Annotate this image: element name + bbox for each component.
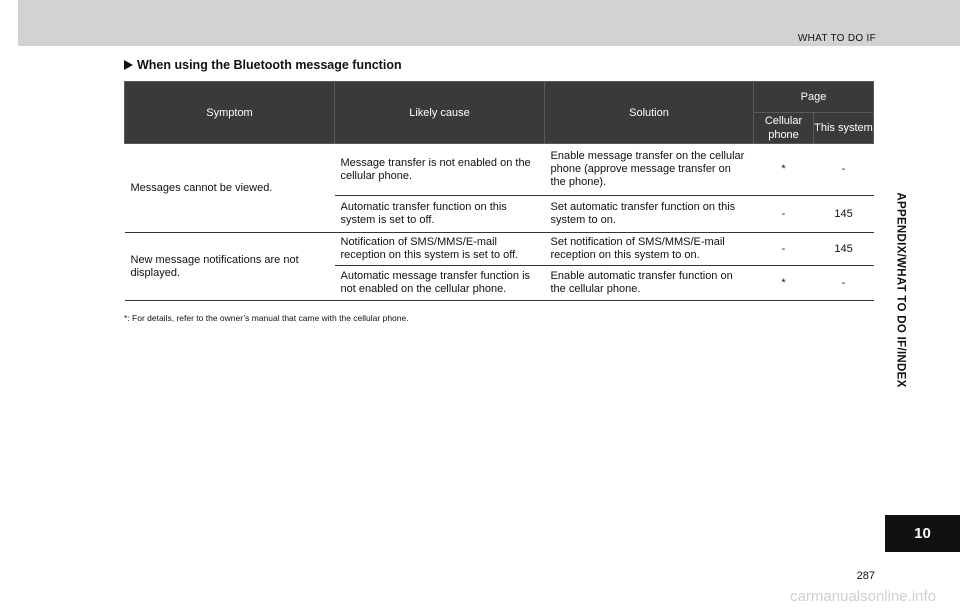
- solution-cell: Set notification of SMS/MMS/E-mail reception on this system to on.: [545, 233, 754, 266]
- side-tab-label: APPENDIX/WHAT TO DO IF/INDEX: [895, 192, 907, 388]
- cause-cell: Message transfer is not enabled on the cellular phone.: [335, 144, 545, 196]
- solution-cell: Enable automatic transfer function on the cellular phone.: [545, 266, 754, 301]
- troubleshooting-table: [124, 81, 874, 301]
- chapter-number-box: 10: [885, 515, 960, 552]
- header-page: Page: [754, 82, 874, 113]
- header-symptom: Symptom: [125, 82, 335, 144]
- cellular-page-cell: -: [754, 233, 814, 266]
- system-page-cell: 145: [814, 196, 874, 233]
- header-solution: Solution: [545, 82, 754, 144]
- cause-cell: Automatic transfer function on this system is set to off.: [335, 196, 545, 233]
- solution-cell: Set automatic transfer function on this system to on.: [545, 196, 754, 233]
- section-heading-text: When using the Bluetooth message function: [137, 58, 402, 72]
- header-likely-cause: Likely cause: [335, 82, 545, 144]
- table-row: [125, 144, 874, 196]
- cause-cell: Automatic message transfer function is not enabled on the cellular phone.: [335, 266, 545, 301]
- running-header: WHAT TO DO IF: [797, 33, 876, 44]
- symptom-cell: Messages cannot be viewed.: [125, 144, 335, 233]
- header-cellular-phone: Cellular phone: [754, 113, 814, 144]
- symptom-cell: New message notifications are not displayed.: [125, 233, 335, 301]
- cellular-page-cell: -: [754, 196, 814, 233]
- cause-cell: Notification of SMS/MMS/E-mail reception on this system is set to off.: [335, 233, 545, 266]
- system-page-cell: -: [814, 266, 874, 301]
- watermark: carmanualsonline.info: [790, 588, 936, 605]
- header-this-system: This system: [814, 113, 874, 144]
- cellular-page-cell: *: [754, 266, 814, 301]
- chapter-side-tab: [886, 70, 916, 510]
- table-row: [125, 233, 874, 266]
- solution-cell: Enable message transfer on the cellular phone (approve message transfer on the phone).: [545, 144, 754, 196]
- system-page-cell: 145: [814, 233, 874, 266]
- page-number: 287: [856, 570, 875, 582]
- system-page-cell: -: [814, 144, 874, 196]
- section-heading: [124, 58, 402, 72]
- footnote: *: For details, refer to the owner’s manual that came with the cellular phone.: [124, 313, 409, 323]
- triangle-bullet-icon: [124, 60, 133, 70]
- cellular-page-cell: *: [754, 144, 814, 196]
